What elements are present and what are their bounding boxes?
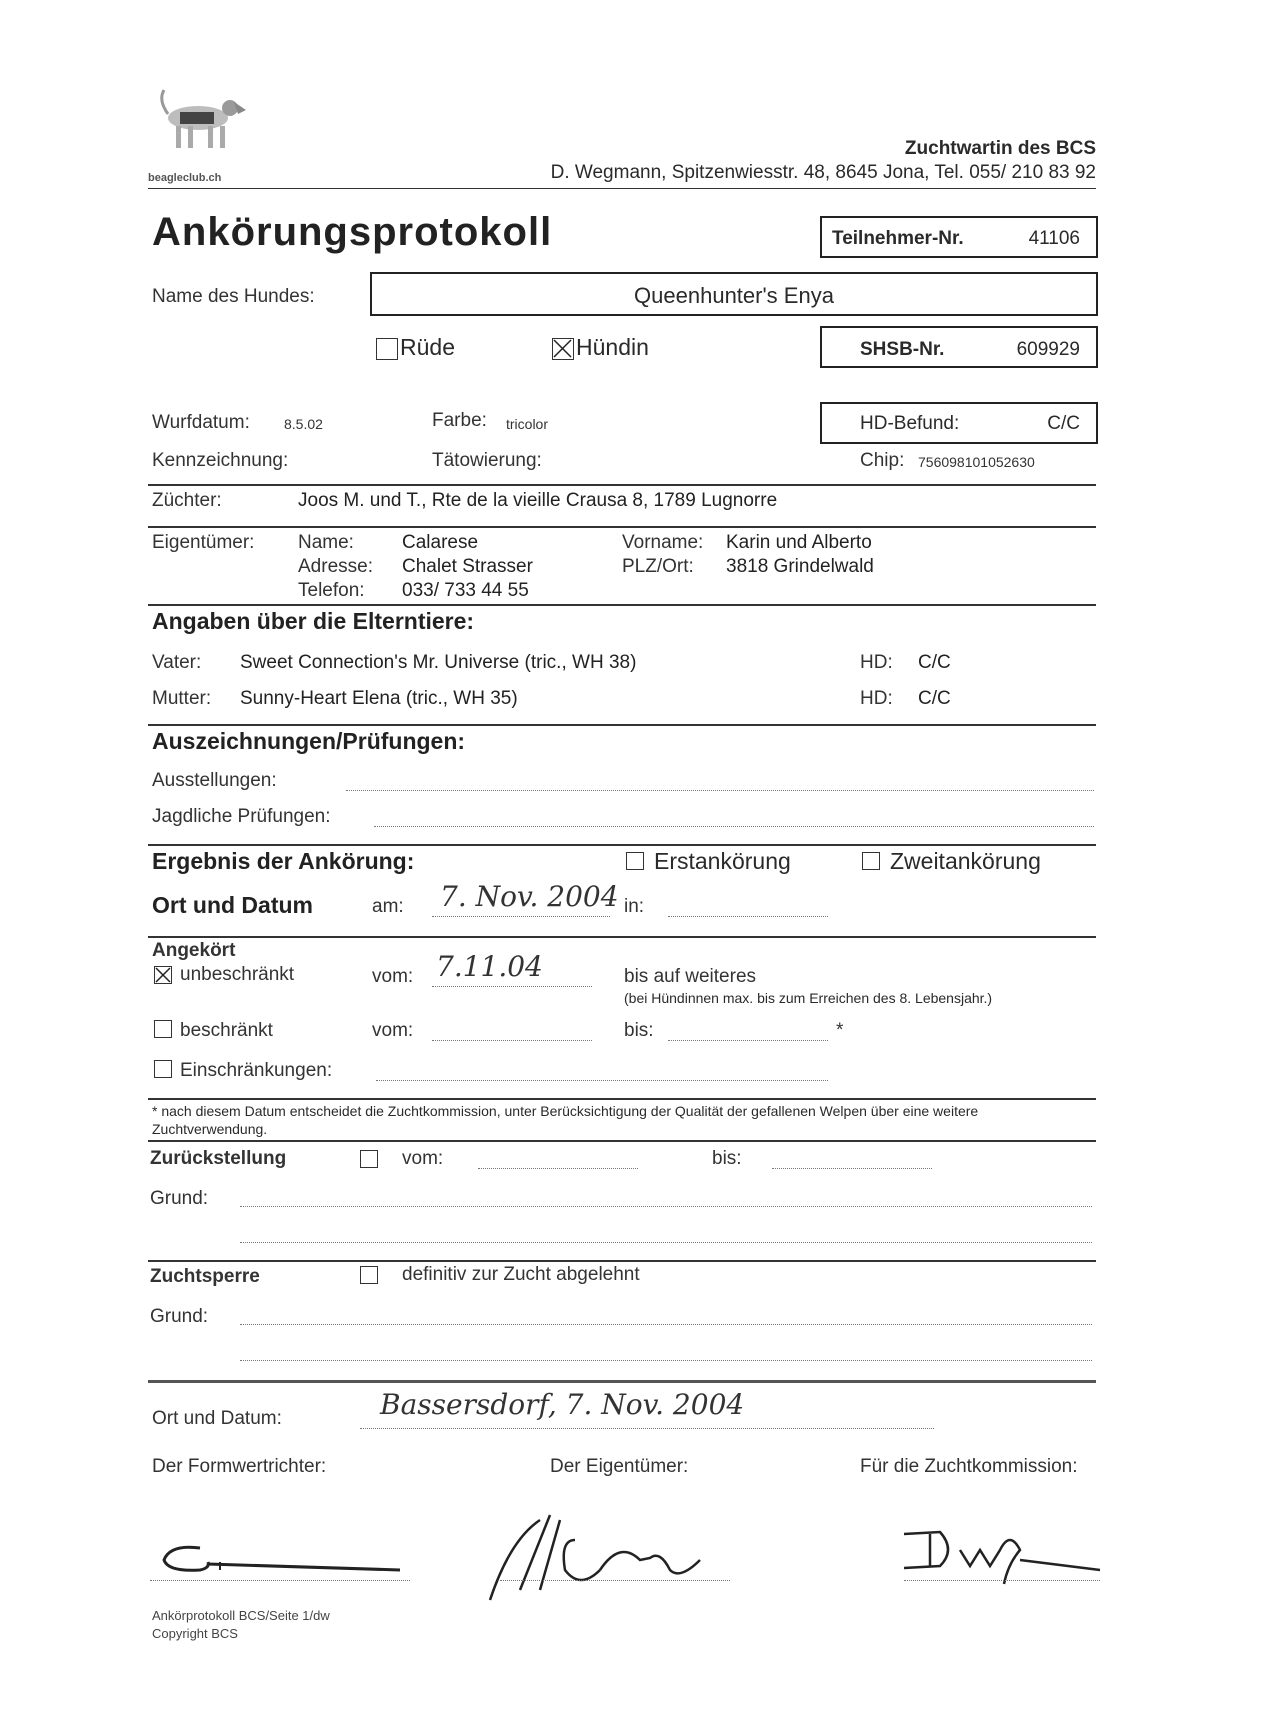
signature-eigentuemer	[480, 1500, 750, 1610]
ausstellungen-field[interactable]	[346, 790, 1094, 791]
in-label: in:	[624, 896, 645, 917]
teilnehmer-value: 41106	[1028, 228, 1080, 249]
eig-telefon-value: 033/ 733 44 55	[402, 580, 529, 601]
teilnehmer-label: Teilnehmer-Nr.	[832, 228, 964, 249]
check-x-icon	[553, 339, 572, 358]
zuechter-label: Züchter:	[152, 490, 222, 511]
farbe-label: Farbe:	[432, 410, 487, 431]
vater-value: Sweet Connection's Mr. Universe (tric., WH 38)	[240, 652, 637, 673]
mutter-value: Sunny-Heart Elena (tric., WH 35)	[240, 688, 518, 709]
divider	[148, 1260, 1096, 1262]
einschraenkungen-field[interactable]	[376, 1080, 828, 1081]
mutter-hd-value: C/C	[918, 688, 951, 709]
am-field[interactable]	[432, 916, 610, 917]
vom-label: vom:	[372, 966, 414, 987]
auszeichnungen-heading: Auszeichnungen/Prüfungen:	[152, 728, 466, 754]
shsb-label: SHSB-Nr.	[860, 339, 945, 360]
vom-label-2: vom:	[372, 1020, 414, 1041]
checkbox-beschraenkt[interactable]	[154, 1020, 172, 1038]
eig-plz-value: 3818 Grindelwald	[726, 556, 874, 577]
zuchtkommission-label: Für die Zuchtkommission:	[860, 1456, 1078, 1477]
hd-value: C/C	[1047, 413, 1080, 434]
page-title: Ankörungsprotokoll	[152, 210, 553, 254]
header-address: D. Wegmann, Spitzenwiesstr. 48, 8645 Jona, Tel. 055/ 210 83 92	[550, 162, 1096, 183]
bis-weiteres: bis auf weiteres	[624, 966, 757, 987]
zuchtsperre-heading: Zuchtsperre	[150, 1266, 260, 1287]
angekoert-heading: Angekört	[152, 940, 236, 961]
footer-line1: Ankörprotokoll BCS/Seite 1/dw	[152, 1608, 330, 1623]
age-note: (bei Hündinnen max. bis zum Erreichen des 8. Lebensjahr.)	[624, 990, 993, 1006]
vom-field[interactable]	[432, 986, 592, 987]
divider	[148, 1380, 1096, 1383]
hd-label: HD-Befund:	[860, 413, 960, 434]
eig-adresse-value: Chalet Strasser	[402, 556, 533, 577]
header-rule	[148, 188, 1096, 189]
vater-label: Vater:	[152, 652, 202, 673]
ergebnis-heading: Ergebnis der Ankörung:	[152, 848, 415, 874]
checkbox-unbeschraenkt[interactable]	[154, 966, 172, 984]
sig-ort-datum-label: Ort und Datum:	[152, 1408, 282, 1429]
jagd-label: Jagdliche Prüfungen:	[152, 806, 331, 827]
huendin-label: Hündin	[576, 334, 649, 360]
ausstellungen-label: Ausstellungen:	[152, 770, 277, 791]
eig-adresse-label: Adresse:	[298, 556, 373, 577]
eig-vorname-value: Karin und Alberto	[726, 532, 872, 553]
footer-line2: Copyright BCS	[152, 1626, 238, 1641]
eigentuemer-label: Eigentümer:	[152, 532, 255, 553]
in-field[interactable]	[668, 916, 828, 917]
dog-name: Queenhunter's Enya	[634, 283, 834, 308]
erstankoerung-label: Erstankörung	[654, 848, 791, 874]
zuchtsperre-grund-label: Grund:	[150, 1306, 209, 1327]
signature-formwertrichter	[150, 1510, 420, 1590]
vater-hd-label: HD:	[860, 652, 893, 673]
ruede-label: Rüde	[400, 334, 455, 360]
eltern-heading: Angaben über die Elterntiere:	[152, 608, 475, 634]
einschraenkungen-label: Einschränkungen:	[180, 1060, 333, 1081]
beschraenkt-label: beschränkt	[180, 1020, 273, 1041]
zurueck-vom-field[interactable]	[478, 1168, 638, 1169]
zurueck-grund-field-1[interactable]	[240, 1206, 1092, 1207]
hd-box	[820, 402, 1098, 444]
unbeschraenkt-label: unbeschränkt	[180, 964, 295, 985]
wurfdatum-value: 8.5.02	[284, 416, 323, 432]
sig-ort-datum-field[interactable]	[360, 1428, 934, 1429]
divider	[148, 1098, 1096, 1100]
zurueck-bis-field[interactable]	[772, 1168, 932, 1169]
eig-plz-label: PLZ/Ort:	[622, 556, 694, 577]
mutter-label: Mutter:	[152, 688, 212, 709]
beschraenkt-vom-field[interactable]	[432, 1040, 592, 1041]
zurueck-grund-label: Grund:	[150, 1188, 209, 1209]
zuchtsperre-grund-field-1[interactable]	[240, 1324, 1092, 1325]
divider	[148, 724, 1096, 726]
vom-handwritten: 7.11.04	[436, 950, 543, 983]
vater-hd-value: C/C	[918, 652, 951, 673]
checkbox-huendin[interactable]	[552, 338, 574, 360]
checkbox-zurueckstellung[interactable]	[360, 1150, 378, 1168]
eig-name-label: Name:	[298, 532, 354, 553]
dog-name-box	[370, 272, 1098, 316]
divider	[148, 936, 1096, 938]
eig-vorname-label: Vorname:	[622, 532, 704, 553]
checkbox-einschraenkungen[interactable]	[154, 1060, 172, 1078]
check-x-icon	[155, 967, 171, 983]
ort-datum-heading: Ort und Datum	[152, 892, 313, 918]
checkbox-zweitankoerung[interactable]	[862, 852, 880, 870]
zurueck-bis-label: bis:	[712, 1148, 742, 1169]
zuchtsperre-grund-field-2[interactable]	[240, 1360, 1092, 1361]
logo-text: beagleclub.ch	[148, 172, 222, 184]
zurueck-grund-field-2[interactable]	[240, 1242, 1092, 1243]
dog-name-label: Name des Hundes:	[152, 286, 315, 307]
divider	[148, 484, 1096, 486]
teilnehmer-box	[820, 216, 1098, 258]
header-role: Zuchtwartin des BCS	[904, 138, 1096, 159]
zurueck-vom-label: vom:	[402, 1148, 444, 1169]
chip-label: Chip:	[860, 450, 905, 471]
eig-name-value: Calarese	[402, 532, 479, 553]
zuchtsperre-definitiv: definitiv zur Zucht abgelehnt	[402, 1264, 640, 1285]
zurueckstellung-heading: Zurückstellung	[150, 1148, 287, 1169]
mutter-hd-label: HD:	[860, 688, 893, 709]
kennzeichnung-label: Kennzeichnung:	[152, 450, 289, 471]
divider	[148, 1140, 1096, 1142]
signature-zuchtkommission	[900, 1520, 1110, 1600]
checkbox-erstankoerung[interactable]	[626, 852, 644, 870]
taetowierung-label: Tätowierung:	[432, 450, 542, 471]
wurfdatum-label: Wurfdatum:	[152, 412, 250, 433]
beagle-logo	[150, 80, 250, 160]
divider	[148, 604, 1096, 606]
beschraenkt-bis-field[interactable]	[668, 1040, 828, 1041]
am-handwritten: 7. Nov. 2004	[440, 880, 619, 913]
sig-line-eigentuemer[interactable]	[500, 1580, 730, 1581]
checkbox-ruede[interactable]	[376, 338, 398, 360]
farbe-value: tricolor	[506, 416, 549, 432]
eig-telefon-label: Telefon:	[298, 580, 365, 601]
shsb-value: 609929	[1016, 339, 1080, 360]
jagd-field[interactable]	[374, 826, 1094, 827]
zuechter-value: Joos M. und T., Rte de la vieille Crausa 8, 1789 Lugnorre	[298, 490, 778, 511]
formwertrichter-label: Der Formwertrichter:	[152, 1456, 327, 1477]
bis-label: bis:	[624, 1020, 654, 1041]
chip-value: 756098101052630	[918, 454, 1035, 470]
am-label: am:	[372, 896, 404, 917]
divider	[148, 526, 1096, 528]
shsb-box	[820, 326, 1098, 368]
footnote: * nach diesem Datum entscheidet die Zuchtkommission, unter Berücksichtigung der Qualität der gefallenen Welpen über eine weitere Zuchtverwendung.	[152, 1103, 979, 1137]
eigentuemer-sign-label: Der Eigentümer:	[550, 1456, 689, 1477]
bis-star: *	[836, 1020, 844, 1041]
sig-line-formwertrichter[interactable]	[150, 1580, 410, 1581]
zweitankoerung-label: Zweitankörung	[890, 848, 1041, 874]
divider	[148, 844, 1096, 846]
sig-line-zuchtkommission[interactable]	[904, 1580, 1100, 1581]
sig-ort-datum-handwritten: Bassersdorf, 7. Nov. 2004	[380, 1388, 745, 1421]
checkbox-zuchtsperre[interactable]	[360, 1266, 378, 1284]
